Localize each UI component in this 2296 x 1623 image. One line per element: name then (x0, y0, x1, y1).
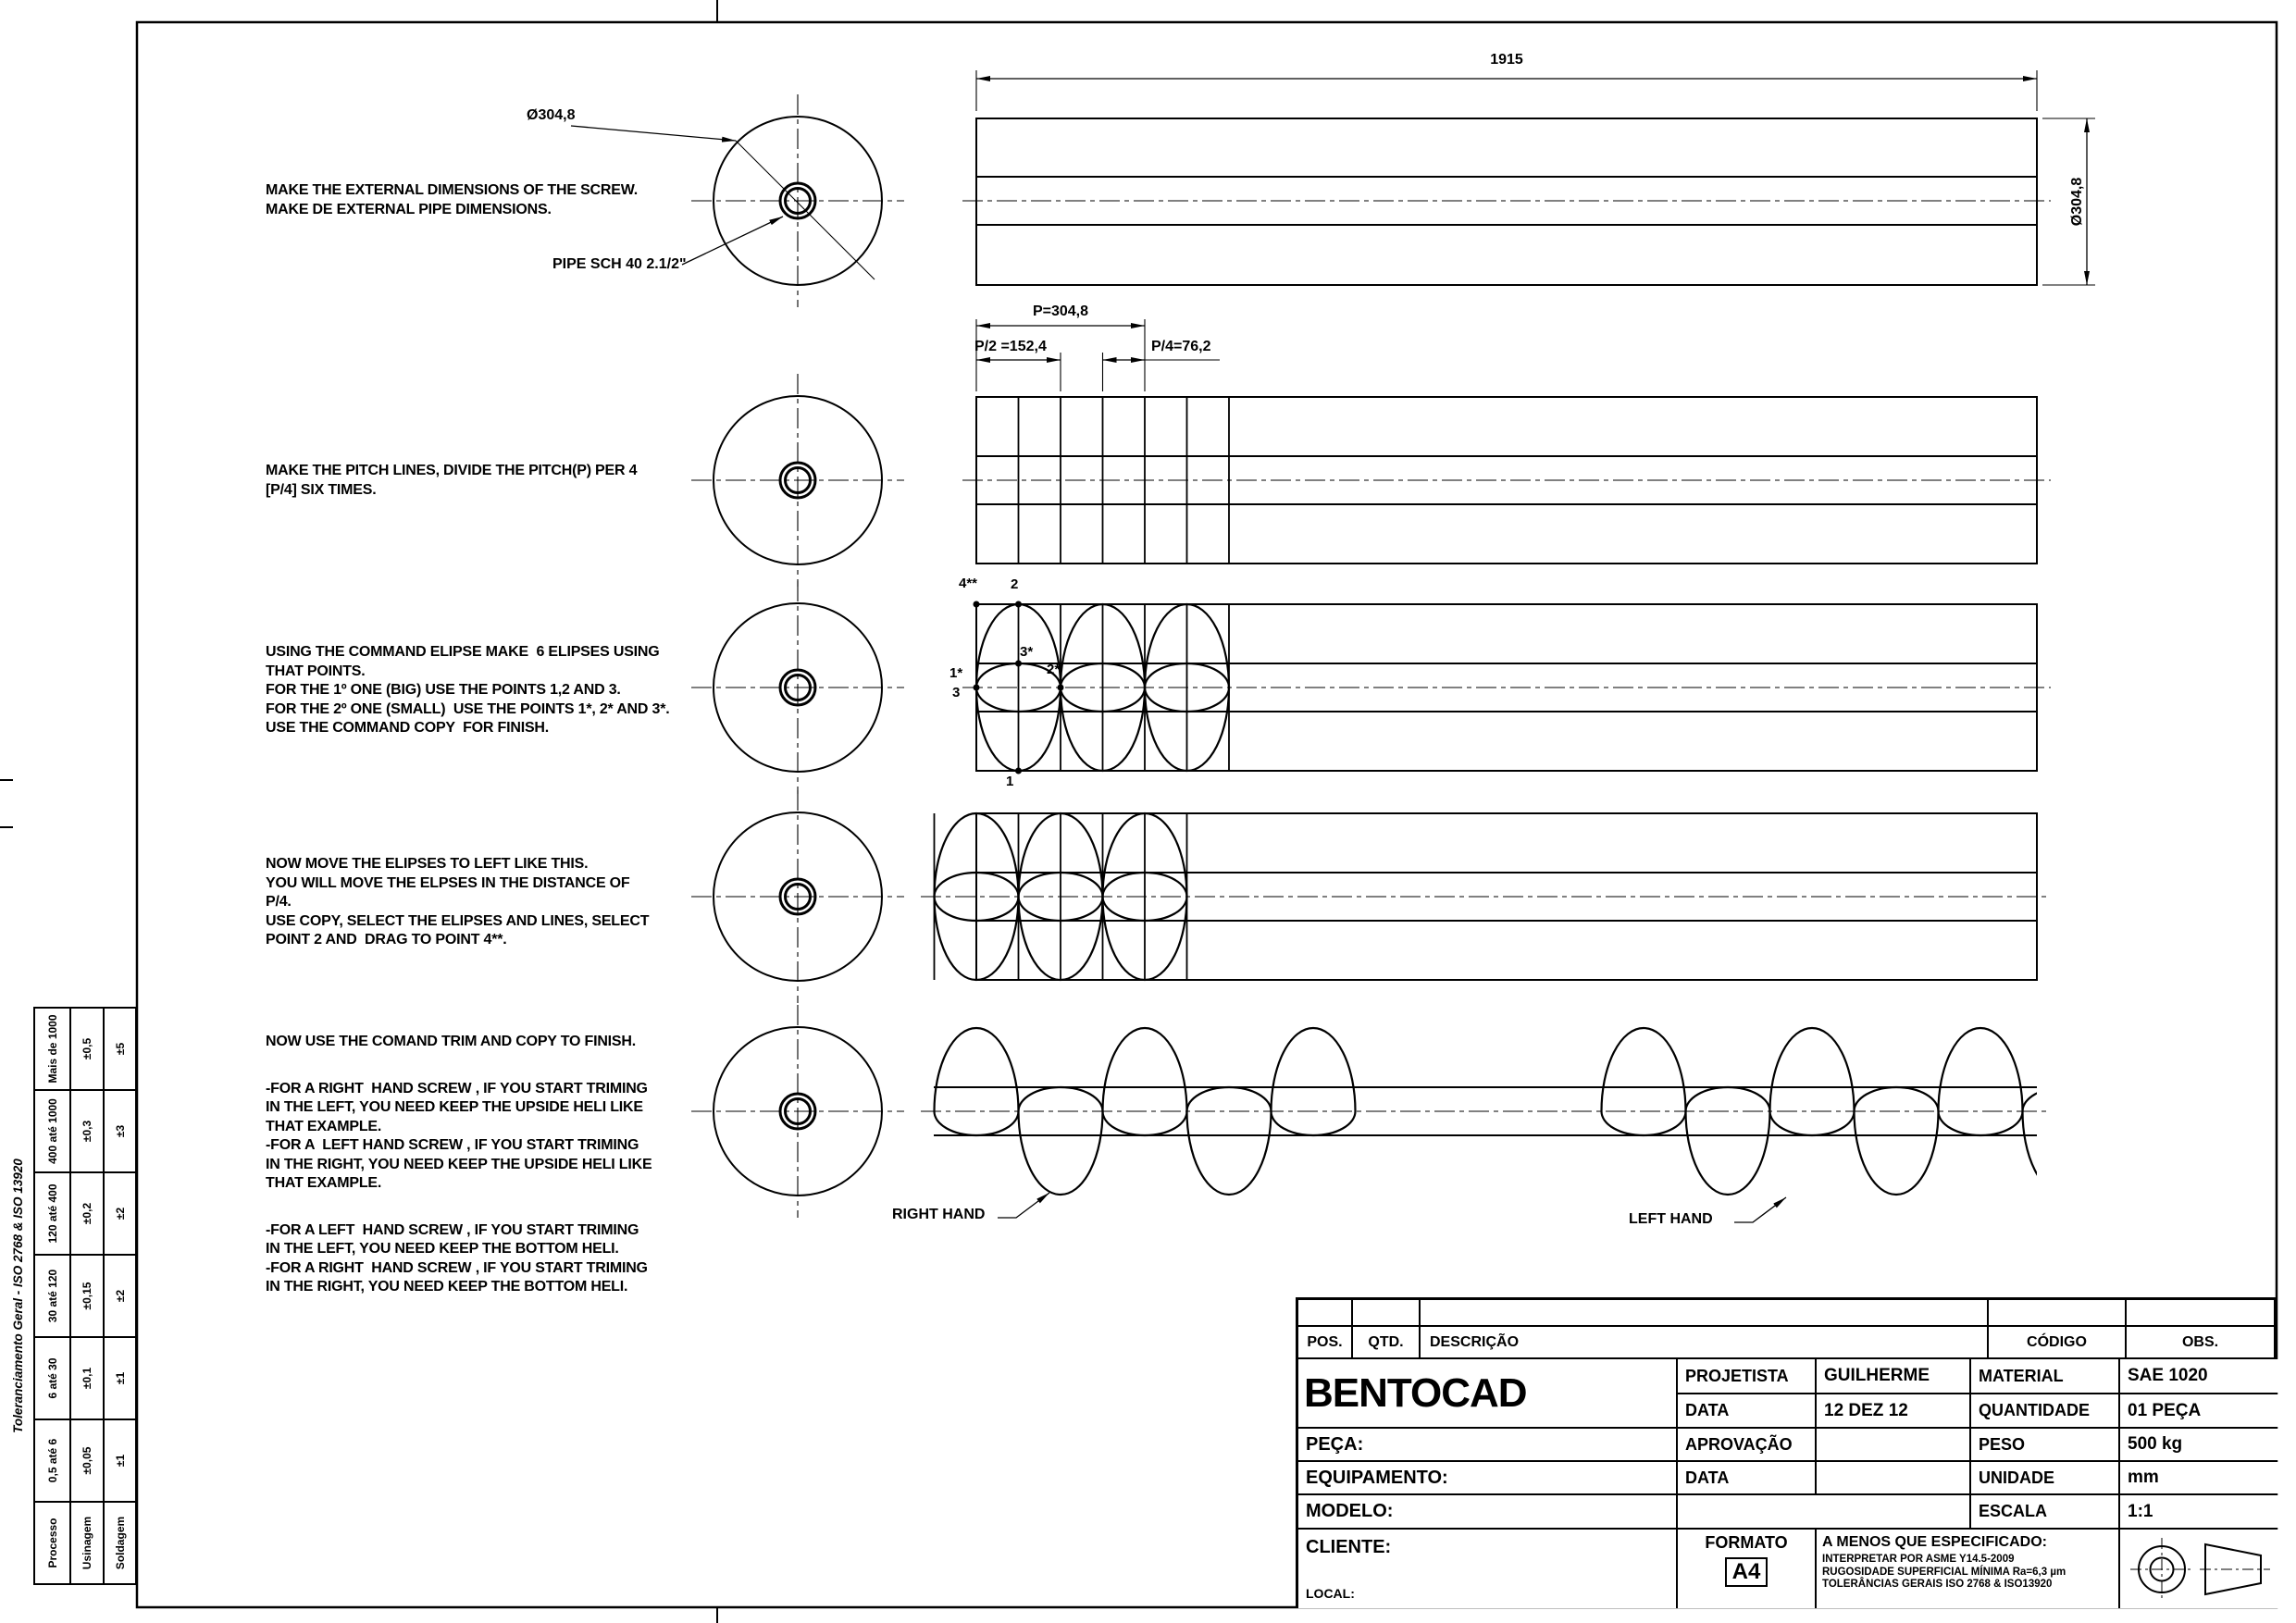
quantidade-value: 01 PEÇA (2120, 1394, 2280, 1427)
step3-front-view (691, 581, 904, 794)
empty-cell (1678, 1495, 1969, 1528)
tolerance-cell: ±2 (105, 1173, 135, 1254)
dim-diameter-top-label: Ø304,8 (527, 107, 576, 123)
step2-front-view (691, 374, 904, 587)
tolerance-cell: Mais de 1000 (35, 1009, 69, 1089)
dim-diameter-right-label: Ø304,8 (2069, 177, 2085, 227)
tolerance-cell: ±0,5 (71, 1009, 103, 1089)
data2-value (1817, 1462, 1969, 1493)
parts-empty-cell (1421, 1300, 1987, 1325)
note-tolerancias: TOLERÂNCIAS GERAIS ISO 2768 & ISO13920 (1822, 1579, 2113, 1592)
tolerance-cell: 30 até 120 (35, 1256, 69, 1336)
escala-value: 1:1 (2120, 1495, 2280, 1528)
step3-instructions: USING THE COMMAND ELIPSE MAKE 6 ELIPSES USING THAT POINTS. FOR THE 1º ONE (BIG) USE THE POINTS 1,2 AND 3. FOR THE 2º ONE (SMALL) USE THE POINTS 1*, 2* AND 3*. USE THE COMMAND COPY FOR FINISH. (266, 644, 670, 736)
formato-label: FORMATO (1705, 1533, 1788, 1552)
tolerance-table-title-wrap (6, 1007, 30, 1585)
step2-instructions: MAKE THE PITCH LINES, DIVIDE THE PITCH(P) PER 4 [P/4] SIX TIMES. (266, 463, 638, 498)
projetista-value: GUILHERME (1817, 1359, 1969, 1393)
notes-cell (1817, 1530, 2118, 1608)
step3-side-view (962, 601, 2051, 774)
tolerance-cell: ±0,2 (71, 1173, 103, 1254)
tolerance-cell: ±3 (105, 1091, 135, 1171)
tolerance-cell: Usinagem (71, 1503, 103, 1583)
parts-empty-cell (1298, 1300, 1351, 1325)
tolerance-cell: ±0,3 (71, 1091, 103, 1171)
right-hand-label: RIGHT HAND (892, 1207, 986, 1222)
tolerance-cell: ±0,1 (71, 1338, 103, 1419)
peso-label: PESO (1971, 1429, 2118, 1460)
projection-symbol-cell (2120, 1530, 2280, 1608)
notes-heading: A MENOS QUE ESPECIFICADO: (1822, 1534, 2113, 1551)
peso-value: 500 kg (2120, 1429, 2280, 1460)
tolerance-cell: ±0,05 (71, 1420, 103, 1501)
dim-half-pitch-label: P/2 =152,4 (974, 339, 1047, 354)
point-2s-label: 2* (1047, 662, 1061, 677)
parts-empty-cell (2127, 1300, 2274, 1325)
step1-side-view (962, 70, 2095, 285)
tolerance-cell: Soldagem (105, 1503, 135, 1583)
step4-side-view (921, 813, 2051, 980)
tolerance-cell: ±0,15 (71, 1256, 103, 1336)
tolerance-cell: 400 até 1000 (35, 1091, 69, 1171)
formato-value: A4 (1725, 1557, 1769, 1587)
step4-front-view (691, 790, 904, 1003)
material-label: MATERIAL (1971, 1359, 2118, 1393)
point-4ss-label: 4** (959, 576, 978, 591)
parts-header-qtd: QTD. (1353, 1327, 1419, 1357)
unidade-label: UNIDADE (1971, 1462, 2118, 1493)
parts-header-codigo: CÓDIGO (1989, 1327, 2125, 1357)
point-3s-label: 3* (1020, 644, 1034, 660)
parts-empty-cell (1353, 1300, 1419, 1325)
dim-pitch-label: P=304,8 (1032, 304, 1089, 319)
cliente-label: CLIENTE: (1306, 1537, 1392, 1557)
parts-header-obs: OBS. (2127, 1327, 2274, 1357)
quantidade-label: QUANTIDADE (1971, 1394, 2118, 1427)
parts-header-pos: POS. (1298, 1327, 1351, 1357)
tolerance-cell: ±1 (105, 1420, 135, 1501)
material-value: SAE 1020 (2120, 1359, 2280, 1393)
aprovacao-value (1817, 1429, 1969, 1460)
pipe-spec-label: PIPE SCH 40 2.1/2" (552, 256, 687, 272)
point-1-label: 1 (1006, 774, 1014, 789)
tolerance-table-title: Toleranciamento Geral - ISO 2768 & ISO 13920 (10, 1158, 25, 1433)
tolerance-cell: ±2 (105, 1256, 135, 1336)
parts-list (1298, 1300, 2274, 1357)
step2-side-view (962, 319, 2051, 564)
modelo-label: MODELO: (1298, 1495, 1676, 1528)
tolerance-table (33, 1007, 137, 1585)
tolerance-cell: 0,5 até 6 (35, 1420, 69, 1501)
tolerance-cell: 120 até 400 (35, 1173, 69, 1254)
step5-front-view (691, 1005, 904, 1218)
point-3-label: 3 (952, 685, 961, 700)
point-1s-label: 1* (949, 665, 963, 681)
aprovacao-label: APROVAÇÃO (1678, 1429, 1815, 1460)
tolerance-cell: ±1 (105, 1338, 135, 1419)
unidade-value: mm (2120, 1462, 2280, 1493)
step5-side-view (921, 1028, 2107, 1222)
parts-header-descricao: DESCRIÇÃO (1421, 1327, 1987, 1357)
escala-label: ESCALA (1971, 1495, 2118, 1528)
title-block (1296, 1297, 2277, 1607)
data-label: DATA (1678, 1394, 1815, 1427)
parts-empty-cell (1989, 1300, 2125, 1325)
formato-cell (1678, 1530, 1815, 1608)
third-angle-projection-icon (2120, 1530, 2280, 1608)
step4-instructions: NOW MOVE THE ELIPSES TO LEFT LIKE THIS. YOU WILL MOVE THE ELPSES IN THE DISTANCE OF P/4. USE COPY, SELECT THE ELIPSES AND LINES, SELECT POINT 2 AND DRAG TO POINT 4**. (266, 856, 650, 948)
title-block-main (1298, 1359, 2274, 1608)
data2-label: DATA (1678, 1462, 1815, 1493)
left-hand-label: LEFT HAND (1629, 1211, 1713, 1227)
company-name: BENTOCAD (1298, 1359, 1676, 1427)
dim-length-label: 1915 (1490, 52, 1523, 68)
peca-label: PEÇA: (1298, 1429, 1676, 1460)
point-2-label: 2 (1011, 576, 1019, 592)
step1-instructions: MAKE THE EXTERNAL DIMENSIONS OF THE SCREW. MAKE DE EXTERNAL PIPE DIMENSIONS. (266, 182, 638, 217)
step5-instructions: NOW USE THE COMAND TRIM AND COPY TO FINISH. -FOR A RIGHT HAND SCREW , IF YOU START TRIMING IN THE LEFT, YOU NEED KEEP THE UPSIDE HELI LIKE THAT EXAMPLE. -FOR A LEFT HAND SCREW , IF YOU START TRIMING IN THE RIGHT, YOU NEED KEEP THE UPSIDE HELI LIKE THAT EXAMPLE. -FOR A LEFT HAND SCREW , IF YOU START TRIMING IN THE LEFT, YOU NEED KEEP THE BOTTOM HELI. -FOR A RIGHT HAND SCREW , IF YOU START TRIMING IN THE RIGHT, YOU NEED KEEP THE BOTTOM HELI. (266, 1034, 652, 1295)
note-rugosidade: RUGOSIDADE SUPERFICIAL MÍNIMA Ra=6,3 µm (1822, 1567, 2113, 1580)
dim-quar­ter-pitch-label: P/4=76,2 (1151, 339, 1211, 354)
data-value: 12 DEZ 12 (1817, 1394, 1969, 1427)
tolerance-cell: ±5 (105, 1009, 135, 1089)
tolerance-cell: Processo (35, 1503, 69, 1583)
tolerance-table-wrap (33, 1007, 137, 1585)
projetista-label: PROJETISTA (1678, 1359, 1815, 1393)
equipamento-label: EQUIPAMENTO: (1298, 1462, 1676, 1493)
cliente-local-cell (1298, 1530, 1676, 1608)
local-label: LOCAL: (1306, 1586, 1355, 1601)
note-asme: INTERPRETAR POR ASME Y14.5-2009 (1822, 1554, 2113, 1567)
tolerance-cell: 6 até 30 (35, 1338, 69, 1419)
